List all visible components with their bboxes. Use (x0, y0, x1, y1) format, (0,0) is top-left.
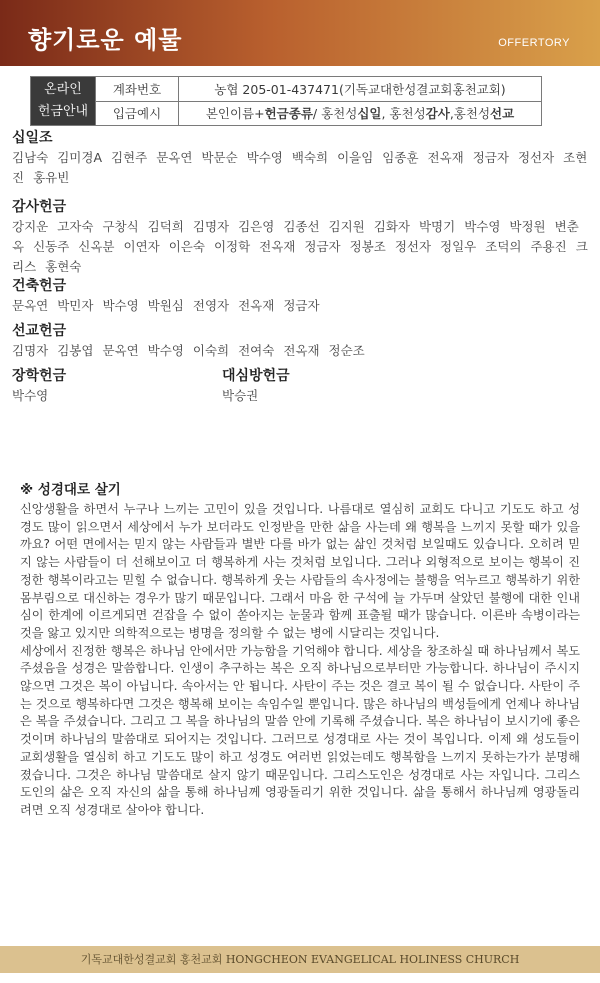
donor-name: 정순조 (328, 343, 365, 358)
donor-name: 김지원 (328, 219, 365, 234)
donor-name: 문옥연 (156, 150, 193, 165)
donor-name: 박수영 (464, 219, 501, 234)
donor-name: 이숙희 (192, 343, 230, 358)
thanks-section (12, 197, 588, 277)
donor-name: 김남숙 (12, 150, 49, 165)
example-part-bold: 선교 (490, 106, 515, 122)
donor-name: 신동주 (33, 239, 70, 254)
donor-name: 신옥분 (78, 239, 115, 254)
donor-name: 정금자 (283, 298, 320, 313)
essay-paragraph: 신앙생활을 하면서 누구나 느끼는 고민이 있을 것입니다. 나름대로 열심히 교회도 다니고 기도도 하고 성경도 많이 읽으면서 세상에서 누가 보더라도 인정받을 만한 삶을 사는데 왜 행복을 느끼지 못할 때가 있을까요? 어떤 면에서는 믿지 않는 사람들과 별반 다를 바가 없는 삶인 것처럼 보일때도 있습니다. 오히려 믿지 않는 사람들이 더 선해보이고 더 행복하게 사는 것처럼 보입니다. 그러나 외형적으로 보이는 행복이 진정한 행복이라고는 믿힐 수 없습니다. 행복하게 웃는 사람들의 속사정에는 불행을 억누르고 행복하기 위한 몸부림으로 대신하는 경우가 많기 때문입니다. 그래서 마음 한 구석에 늘 가두며 살았던 불행에 대한 인내심이 한계에 이르게되면 걷잡을 수 없이 쏟아지는 눈물과 함께 표출될 때가 많습니다. 이른바 속병이라는 것을 앓고 있지만 의학적으로는 병명을 정의할 수 없는 병에 시달리는 것입니다. (20, 502, 580, 640)
name-list (12, 386, 212, 406)
online-label-line2: 헌금안내 (37, 104, 89, 119)
donor-name: 김명자 (12, 343, 49, 358)
account-value: 농협 205-01-437471(기독교대한성결교회홍천교회) (179, 77, 542, 102)
donor-name: 변춘옥 (12, 219, 579, 254)
donor-name: 구창식 (102, 219, 139, 234)
name-list (222, 386, 422, 406)
donor-name: 김현주 (110, 150, 148, 165)
donor-name: 고자숙 (57, 219, 94, 234)
donor-name: 박원심 (147, 298, 184, 313)
account-key: 계좌번호 (96, 77, 179, 102)
donor-name: 박정원 (509, 219, 546, 234)
donor-name: 이연자 (123, 239, 160, 254)
donor-name: 정선자 (517, 150, 555, 165)
section-title: 건축헌금 (12, 278, 67, 294)
donor-name: 박민자 (57, 298, 94, 313)
scholarship-section (12, 366, 212, 406)
section-title: 장학헌금 (12, 368, 67, 384)
donor-name: 임종훈 (382, 150, 419, 165)
online-offering-label (31, 77, 96, 126)
page-subtitle: OFFERTORY (498, 37, 570, 49)
donor-name: 박문순 (201, 150, 238, 165)
section-title: 대심방헌금 (222, 368, 290, 384)
donor-name: 박명기 (418, 219, 456, 234)
essay (20, 481, 580, 820)
donor-name: 크리스 (12, 239, 588, 274)
example-part-bold: 감사 (425, 106, 450, 122)
donor-name: 전옥재 (283, 343, 320, 358)
donor-name: 김덕희 (147, 219, 184, 234)
donor-name: 강지운 (12, 219, 49, 234)
donor-name: 박수영 (147, 343, 184, 358)
mission-section (12, 321, 588, 361)
donor-name: 전옥재 (427, 150, 464, 165)
example-key: 입금예시 (96, 101, 179, 126)
example-part: ,홍천성 (449, 106, 491, 122)
donor-name: 문옥연 (102, 343, 139, 358)
essay-title: ※ 성경대로 살기 (20, 482, 121, 498)
donor-name: 이정학 (213, 239, 251, 254)
donor-name: 김봉엽 (57, 343, 94, 358)
donor-name: 정금자 (472, 150, 509, 165)
section-title: 선교헌금 (12, 323, 67, 339)
donor-name: 전영자 (192, 298, 230, 313)
donor-name: 박수영 (246, 150, 283, 165)
example-value (179, 101, 542, 126)
online-offering-table (30, 76, 542, 126)
example-part: / 홍천성 (312, 106, 358, 122)
page-title: 향기로운 예물 (28, 26, 183, 54)
donor-name: 김미경A (57, 150, 102, 165)
essay-paragraph: 세상에서 진정한 행복은 하나님 안에서만 가능함을 기억해야 합니다. 세상을 창조하실 때 하나님께서 복도 주셨음을 성경은 말씀합니다. 인생이 추구하는 복은 오직 하나님으로부터만 가능합니다. 하나님이 주시지 않으면 그것은 복이 아닙니다. 속아서는 안 됩니다. 사탄이 주는 것은 결코 복이 될 수 없습니다. 사탄이 주는 것으로 행복하다면 그것은 행복해 보이는 속임수일 뿐입니다. 많은 하나님의 백성들에게 언제나 하나님은 복을 주셨습니다. 그리고 그 복을 하나님의 말씀 안에 기록해 주셨습니다. 복은 하나님이 보시기에 좋은 것이며 하나님의 말씀대로 되어지는 것입니다. 그러므로 성경대로 사는 것이 복입니다. 이제 왜 성도들이 교회생활을 열심히 하고 기도도 많이 하고 성경도 여러번 읽었는데도 행복함을 느끼지 못하는가가 분명해졌습니다. 그것은 하나님 말씀대로 살지 않기 때문입니다. 그리스도인은 성경대로 사는 자입니다. 그리스도인의 삶은 오직 자신의 삶을 통해 하나님께 영광돌리기 위한 것입니다. 삶을 통해서 하나님께 영광돌리려면 오직 성경대로 살아야 합니다. (20, 643, 580, 817)
donor-name: 박수영 (12, 388, 49, 403)
donor-name: 김은영 (238, 219, 275, 234)
name-list (12, 148, 588, 188)
donor-name: 김화자 (373, 219, 410, 234)
example-part: 본인이름+ (205, 106, 265, 122)
donor-name: 조덕의 (485, 239, 522, 254)
donor-name: 박수영 (102, 298, 139, 313)
donor-name: 정선자 (394, 239, 432, 254)
donor-name: 주용진 (530, 239, 567, 254)
name-list (12, 217, 588, 277)
building-section (12, 276, 588, 316)
donor-name: 문옥연 (12, 298, 49, 313)
donor-name: 정일우 (440, 239, 477, 254)
donor-name: 정봉조 (349, 239, 386, 254)
donor-name: 전옥재 (259, 239, 296, 254)
section-title: 감사헌금 (12, 199, 67, 215)
tithe-section (12, 128, 588, 188)
donor-name: 백숙희 (291, 150, 329, 165)
donor-name: 전여숙 (238, 343, 275, 358)
donor-name: 김종선 (283, 219, 320, 234)
donor-name: 이을임 (337, 150, 374, 165)
donor-name: 박승권 (222, 388, 259, 403)
donor-name: 이은숙 (168, 239, 205, 254)
donor-name: 조현진 (12, 150, 588, 185)
donor-name: 전옥재 (238, 298, 275, 313)
donor-name: 홍현숙 (45, 259, 82, 274)
example-part-bold: 헌금종류 (264, 106, 313, 122)
donor-name: 홍유빈 (33, 170, 70, 185)
online-label-line1: 온라인 (44, 82, 82, 97)
donor-name: 정금자 (304, 239, 341, 254)
section-title: 십일조 (12, 130, 53, 146)
visit-section (222, 366, 422, 406)
donor-name: 김명자 (192, 219, 230, 234)
example-part: , 홍천성 (381, 106, 426, 122)
example-part-bold: 십일 (357, 106, 382, 122)
page-header (0, 0, 600, 66)
church-footer: 기독교대한성결교회 홍천교회 HONGCHEON EVANGELICAL HOLINESS CHURCH (0, 946, 600, 973)
name-list (12, 296, 588, 316)
name-list (12, 341, 588, 361)
